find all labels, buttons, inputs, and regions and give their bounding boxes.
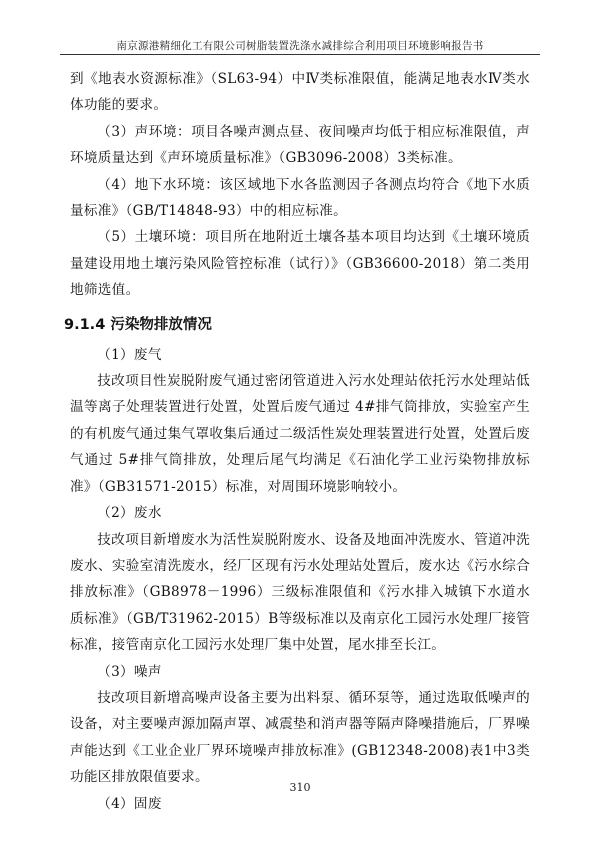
paragraph-noise: 技改项目新增高噪声设备主要为出料泵、循环泵等，通过选取低噪声的设备，对主要噪声源加隔声罩、减震垫和消声器等隔声降噪措施后，厂界噪声能达到《工业企业厂界环境噪声排放标准》(GB12348-2008)表1中3类功能区排放限值要求。 bbox=[70, 689, 530, 786]
page-body bbox=[64, 66, 530, 817]
subheading-wastewater: （2）废水 bbox=[97, 505, 162, 522]
paragraph-acoustic-environment: （3）声环境：项目各噪声测点昼、夜间噪声均低于相应标准限值，声环境质量达到《声环境质量标准》（GB3096-2008）3类标准。 bbox=[70, 123, 530, 167]
header-divider bbox=[60, 54, 540, 55]
paragraph-surface-water-continued: 到《地表水资源标准》（SL63-94）中Ⅳ类标准限值，能满足地表水Ⅳ类水体功能的要求。 bbox=[70, 71, 530, 114]
subheading-waste-gas: （1）废气 bbox=[97, 346, 162, 363]
paragraph-groundwater-environment: （4）地下水环境：该区域地下水各监测因子各测点均符合《地下水质量标准》（GB/T14848-93）中的相应标准。 bbox=[70, 176, 530, 220]
subheading-solid-waste: （4）固废 bbox=[97, 795, 162, 812]
paragraph-soil-environment: （5）土壤环境：项目所在地附近土壤各基本项目均达到《土壤环境质量建设用地土壤污染风险管控标准（试行）》（GB36600-2018）第二类用地筛选值。 bbox=[70, 229, 530, 299]
section-heading: 9.1.4 污染物排放情况 bbox=[64, 316, 212, 333]
paragraph-waste-gas: 技改项目性炭脱附废气通过密闭管道进入污水处理站依托污水处理站低温等离子处理装置进行处置，处置后废气通过 4#排气筒排放，实验室产生的有机废气通过集气罩收集后通过二级活性炭处理装置进行处置，处置后废气通过 5#排气筒排放，处理后尾气均满足《石油化学工业污染物排放标准》（GB31571-2015）标准，对周围环境影响较小。 bbox=[70, 373, 530, 495]
subheading-noise: （3）噪声 bbox=[97, 663, 162, 680]
running-header: 南京源港精细化工有限公司树脂装置洗涤水减排综合利用项目环境影响报告书 bbox=[116, 40, 484, 52]
paragraph-wastewater: 技改项目新增废水为活性炭脱附废水、设备及地面冲洗废水、管道冲洗废水、实验室清洗废水，经厂区现有污水处理站处置后，废水达《污水综合排放标准》（GB8978－1996）三级标准限值和《污水排入城镇下水道水质标准》（GB/T31962-2015）B等级标准以及南京化工园污水处理厂接管标准，接管南京化工园污水处理厂集中处置，尾水排至长江。 bbox=[70, 531, 530, 654]
page-number: 310 bbox=[289, 781, 311, 794]
